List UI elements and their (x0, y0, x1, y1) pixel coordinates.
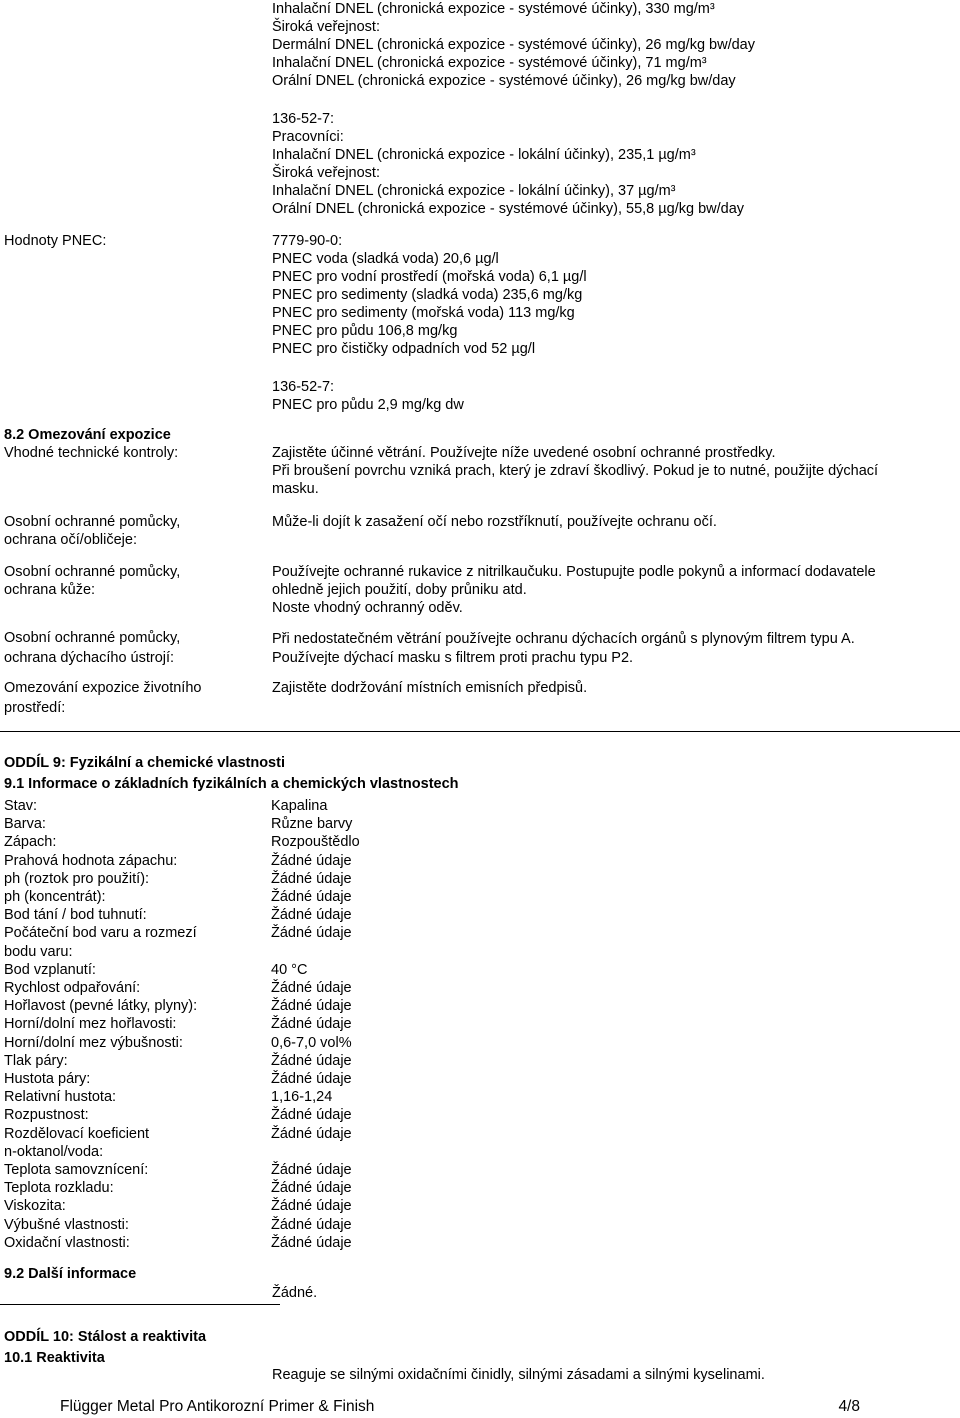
respiratory-protection-text: Používejte dýchací masku s filtrem proti prachu typu P2. (272, 650, 634, 666)
section-9-2-value: Žádné. (272, 1285, 318, 1301)
property-label: Hustota páry: (4, 1071, 91, 1087)
property-value: Žádné údaje (271, 852, 352, 869)
environmental-exposure-label: prostředí: (4, 700, 66, 716)
reactivity-text: Reaguje se silnými oxidačními činidly, silnými zásadami a silnými kyselinami. (272, 1367, 765, 1383)
property-value: Žádné údaje (271, 907, 352, 924)
environmental-exposure-text: Zajistěte dodržování místních emisních předpisů. (272, 680, 588, 696)
section-9-heading: ODDÍL 9: Fyzikální a chemické vlastnosti (4, 755, 285, 771)
respiratory-protection-label: Osobní ochranné pomůcky, (4, 630, 181, 646)
dnel-line: Široká veřejnost: (272, 165, 380, 181)
dnel-line: Inhalační DNEL (chronická expozice - lokální účinky), 235,1 µg/m³ (272, 147, 696, 163)
property-label: ph (roztok pro použití): (4, 870, 150, 887)
property-value: 0,6-7,0 vol% (271, 1034, 352, 1051)
property-label: Oxidační vlastnosti: (4, 1234, 130, 1251)
footer-page-number: 4/8 (838, 1398, 860, 1415)
property-label: Hořlavost (pevné látky, plyny): (4, 998, 198, 1015)
property-label: Horní/dolní mez hořlavosti: (4, 1016, 177, 1033)
tech-controls-text: Při broušení povrchu vzniká prach, který je zdraví škodlivý. Pokud je to nutné, použijte dýchací (272, 463, 879, 479)
respiratory-protection-label: ochrana dýchacího ústrojí: (4, 650, 175, 666)
property-value: Žádné údaje (271, 925, 352, 942)
pnec-line: 7779-90-0: (272, 233, 343, 249)
property-label: ph (koncentrát): (4, 889, 106, 905)
property-value: Žádné údaje (271, 1198, 352, 1215)
pnec-line: 136-52-7: (272, 379, 335, 395)
property-value: Žádné údaje (271, 1052, 352, 1069)
pnec-line: PNEC pro sedimenty (mořská voda) 113 mg/kg (272, 305, 575, 321)
dnel-line: Orální DNEL (chronická expozice - systémové účinky), 26 mg/kg bw/day (272, 73, 736, 89)
pnec-line: PNEC pro půdu 106,8 mg/kg (272, 323, 458, 339)
skin-protection-text: ohledně jejich použití, doby průniku atd. (272, 582, 527, 598)
dnel-line: Inhalační DNEL (chronická expozice - lokální účinky), 37 µg/m³ (272, 183, 676, 199)
property-value: Žádné údaje (271, 1071, 352, 1087)
property-label: Počáteční bod varu a rozmezí (4, 925, 197, 942)
property-label: Zápach: (4, 834, 57, 851)
section-10-1-heading: 10.1 Reaktivita (4, 1350, 105, 1366)
eye-protection-label: ochrana očí/obličeje: (4, 532, 137, 548)
dnel-line: Pracovníci: (272, 129, 344, 145)
property-value: 40 °C (271, 961, 308, 978)
environmental-exposure-label: Omezování expozice životního (4, 680, 202, 696)
property-value: Rozpouštědlo (271, 834, 360, 851)
pnec-line: PNEC pro vodní prostředí (mořská voda) 6,1 µg/l (272, 269, 587, 285)
property-label: Horní/dolní mez výbušnosti: (4, 1034, 183, 1051)
section-divider (0, 731, 960, 732)
section-10-heading: ODDÍL 10: Stálost a reaktivita (4, 1329, 207, 1345)
pnec-line: PNEC pro sedimenty (sladká voda) 235,6 mg/kg (272, 287, 583, 303)
dnel-line: Orální DNEL (chronická expozice - systémové účinky), 55,8 µg/kg bw/day (272, 201, 745, 217)
property-label: Bod tání / bod tuhnutí: (4, 907, 147, 924)
property-value: Žádné údaje (271, 1107, 352, 1124)
property-value: 1,16-1,24 (271, 1089, 333, 1106)
dnel-line: Inhalační DNEL (chronická expozice - systémové účinky), 330 mg/m³ (272, 1, 715, 17)
footer-product-name: Flügger Metal Pro Antikorozní Primer & Finish (60, 1398, 375, 1415)
property-label: bodu varu: (4, 943, 73, 960)
skin-protection-label: Osobní ochranné pomůcky, (4, 564, 181, 580)
property-value: Žádné údaje (271, 1016, 352, 1033)
property-label: Barva: (4, 816, 46, 833)
property-value: Žádné údaje (271, 889, 352, 905)
pnec-line: PNEC pro čističky odpadních vod 52 µg/l (272, 341, 536, 357)
dnel-line: Inhalační DNEL (chronická expozice - systémové účinky), 71 mg/m³ (272, 55, 707, 71)
skin-protection-text: Noste vhodný ochranný oděv. (272, 600, 463, 616)
tech-controls-text: Zajistěte účinné větrání. Používejte níže uvedené osobní ochranné prostředky. (272, 445, 776, 461)
property-label: Rozdělovací koeficient (4, 1125, 150, 1142)
property-label: Relativní hustota: (4, 1089, 117, 1106)
section-divider (0, 1304, 280, 1305)
property-label: Výbušné vlastnosti: (4, 1216, 129, 1233)
dnel-line: Široká veřejnost: (272, 19, 380, 35)
dnel-line: 136-52-7: (272, 111, 335, 127)
property-label: Viskozita: (4, 1198, 66, 1215)
property-value: Žádné údaje (271, 1234, 352, 1251)
property-label: n-oktanol/voda: (4, 1143, 104, 1160)
property-value: Žádné údaje (271, 980, 352, 996)
property-label: Bod vzplanutí: (4, 961, 96, 978)
tech-controls-text: masku. (272, 481, 319, 497)
property-value: Žádné údaje (271, 1216, 352, 1233)
eye-protection-text: Může-li dojít k zasažení očí nebo rozstříknutí, používejte ochranu očí. (272, 514, 717, 530)
property-label: Rychlost odpařování: (4, 980, 141, 996)
eye-protection-label: Osobní ochranné pomůcky, (4, 514, 181, 530)
section-9-2-heading: 9.2 Další informace (4, 1266, 137, 1282)
pnec-line: PNEC pro půdu 2,9 mg/kg dw (272, 397, 464, 413)
property-label: Stav: (4, 798, 38, 814)
property-value: Žádné údaje (271, 1162, 352, 1178)
property-value: Žádné údaje (271, 998, 352, 1015)
pnec-label: Hodnoty PNEC: (4, 233, 107, 249)
section-9-1-heading: 9.1 Informace o základních fyzikálních a chemických vlastnostech (4, 776, 459, 792)
property-value: Kapalina (271, 798, 328, 814)
property-label: Tlak páry: (4, 1052, 68, 1069)
skin-protection-label: ochrana kůže: (4, 582, 96, 598)
property-value: Různe barvy (271, 816, 353, 833)
skin-protection-text: Používejte ochranné rukavice z nitrilkaučuku. Postupujte podle pokynů a informací dodavatele (272, 564, 876, 580)
property-value: Žádné údaje (271, 1125, 352, 1142)
respiratory-protection-text: Při nedostatečném větrání používejte ochranu dýchacích orgánů s plynovým filtrem typu A. (272, 631, 855, 647)
property-label: Teplota samovznícení: (4, 1162, 149, 1178)
property-label: Rozpustnost: (4, 1107, 89, 1124)
tech-controls-label: Vhodné technické kontroly: (4, 445, 179, 461)
dnel-line: Dermální DNEL (chronická expozice - systémové účinky), 26 mg/kg bw/day (272, 37, 755, 53)
pnec-line: PNEC voda (sladká voda) 20,6 µg/l (272, 251, 499, 267)
section-8-2-heading: 8.2 Omezování expozice (4, 427, 171, 443)
property-label: Prahová hodnota zápachu: (4, 852, 178, 869)
property-value: Žádné údaje (271, 870, 352, 887)
property-label: Teplota rozkladu: (4, 1180, 114, 1197)
property-value: Žádné údaje (271, 1180, 352, 1197)
